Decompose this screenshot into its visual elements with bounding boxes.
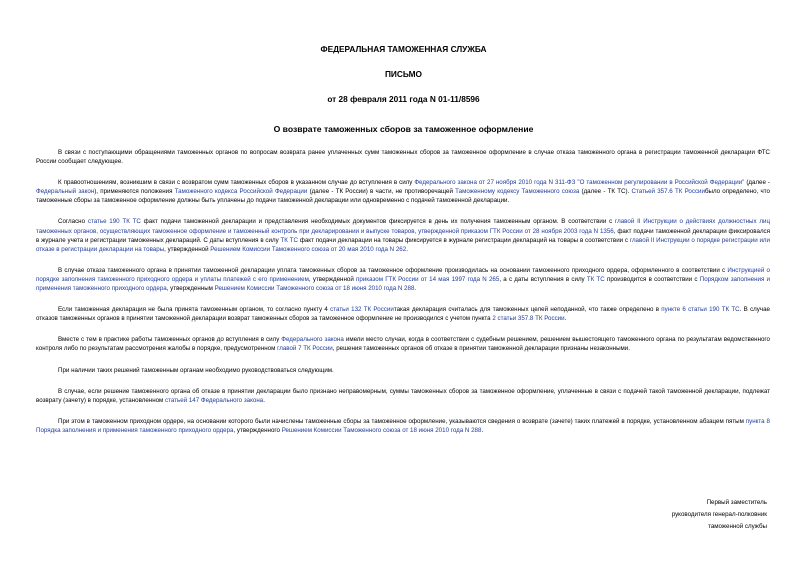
paragraph	[36, 305, 770, 323]
document-link[interactable]: пункта 8 Порядка заполнения и применения таможенного приходного ордера	[36, 417, 770, 434]
paragraph-text: (далее - ТК ТС).	[579, 188, 632, 196]
paragraph	[36, 148, 770, 166]
paragraph-text: .	[481, 426, 484, 434]
document-title: О возврате таможенных сборов за таможенное оформление	[273, 124, 534, 134]
document-link[interactable]: Решением Комиссии Таможенного союза от 18 июня 2010 года N 288	[214, 285, 415, 293]
paragraph-text: При этом в таможенном приходном ордере, на основании которого были начислены таможенные сборы за таможенное оформление, указываются сведения о возврате (зачете) таких платежей в порядке, установленном абзацем пятым	[58, 417, 746, 425]
paragraph-text: ), применяются положения	[94, 188, 175, 196]
document-link[interactable]: Статьей 357.6 ТК России	[631, 188, 705, 196]
document-date-number: от 28 февраля 2011 года N 01-11/8596	[327, 94, 480, 104]
paragraph-text: факт подачи декларации на товары фиксируется в журнале регистрации деклараций на товары в соответствии с	[297, 236, 630, 244]
paragraph-text: .	[406, 245, 408, 253]
paragraph	[36, 417, 770, 435]
paragraph	[36, 366, 770, 375]
paragraph-text: , а с даты вступления в силу	[499, 275, 587, 283]
paragraph-text: При наличии таких решений таможенным органам необходимо руководствоваться следующим.	[58, 366, 334, 374]
organization-heading: ФЕДЕРАЛЬНАЯ ТАМОЖЕННАЯ СЛУЖБА	[320, 44, 487, 54]
signature-line-1: Первый заместитель	[706, 499, 767, 506]
document-link[interactable]: Федерального закона от 27 ноября 2010 года N 311-ФЗ "О таможенном регулировании в Российской Федерации"	[414, 179, 745, 187]
document-link[interactable]: главой II Инструкции о действиях должностных лиц таможенных органов, осуществляющих таможенное оформление и таможенный контроль при декларировании и выпуске товаров	[36, 218, 771, 235]
paragraph-text: .	[564, 315, 567, 323]
signature-line-3: таможенной службы	[708, 523, 767, 530]
signature-block	[672, 497, 767, 533]
document-link[interactable]: статьей 147 Федерального закона	[165, 396, 264, 404]
paragraph	[36, 335, 770, 353]
paragraph-text: факт подачи таможенной декларации и представления необходимых документов фиксируется в день их получения таможенным органом. В соответствии с	[140, 218, 615, 226]
paragraph-text: , решения таможенных органов об отказе в принятии таможенной декларации признаны незаконными.	[332, 345, 630, 353]
paragraph-text: имели место случаи, когда в соответствии с судебным решением, решением вышестоящего таможенного органа по результатам ведомственного контроля либо по результатам рассмотрения жалобы в порядке, предусмотренном	[36, 336, 770, 353]
paragraph-text: (далее - ТК России) в части, не противоречащей	[307, 188, 456, 196]
paragraph-text: .	[263, 396, 265, 404]
paragraph-text: было определено, что таможенные сборы за таможенное оформление должны быть уплачены до подачи таможенной декларации или одновременно с подачей таможенной декларации.	[36, 188, 770, 205]
document-link[interactable]: статье 190 ТК ТС	[87, 218, 141, 226]
paragraph-text: (далее -	[744, 179, 770, 187]
paragraph-text: , факт подачи таможенной декларации фиксировался в журнале учета и регистрации таможенных деклараций. С даты вступления в силу	[36, 227, 771, 244]
paragraph-text: Вместе с тем в практике работы таможенных органов до вступления в силу	[58, 336, 282, 344]
document-link[interactable]: , утвержденной приказом ГТК России от 28 ноября 2003 года N 1356	[414, 227, 614, 235]
paragraph-text: , утвержденным	[166, 285, 215, 293]
document-link[interactable]: ТК ТС	[280, 236, 298, 244]
document-link[interactable]: Федерального закона	[281, 336, 344, 344]
document-link[interactable]: приказом ГТК России от 14 мая 1997 года N 265	[356, 275, 500, 283]
paragraph-text: , утвержденного	[233, 426, 282, 434]
paragraph-text: .	[414, 285, 417, 293]
document-link[interactable]: Решением Комиссии Таможенного союза от 18 июня 2010 года N 288	[281, 426, 482, 434]
document-link[interactable]: главой 7 ТК России	[277, 345, 333, 353]
paragraph-text: Согласно	[58, 218, 88, 226]
document-link[interactable]: Порядком заполнения и применения таможенного приходного ордера	[36, 275, 771, 293]
paragraph	[36, 387, 770, 405]
document-link[interactable]: Таможенному кодексу Таможенного союза	[455, 188, 580, 196]
paragraph-text: В случае, если решение таможенного органа об отказе в принятии декларации было признано неправомерным, суммы таможенных сборов за таможенное оформление, уплаченные в связи с подачей такой таможенной декларации, подлежат возврату (зачету) в порядке, установленном	[36, 387, 770, 404]
document-link[interactable]: статьи 132 ТК России	[330, 306, 394, 314]
document-link[interactable]: пункте 6 статьи 190 ТК ТС	[661, 306, 740, 314]
paragraph	[36, 217, 770, 253]
document-link[interactable]: Таможенного кодекса Российской Федерации	[174, 188, 308, 196]
paragraph	[36, 266, 770, 293]
paragraph-text: производится в соответствии с	[604, 275, 700, 283]
document-kind: ПИСЬМО	[384, 69, 423, 79]
paragraph-text: , утвержденной	[308, 275, 357, 283]
paragraph-text: . В случае отказов таможенных органов в принятии таможенной декларации возврат таможенных сборов за таможенное оформление не производился с учетом пункта	[36, 306, 770, 323]
paragraph-text: Если таможенная декларация не была принята таможенным органом, то согласно пункту 4	[58, 306, 331, 314]
paragraph-text: такая декларация считалась для таможенных целей неподанной, что также определено в	[393, 306, 662, 314]
paragraph-text: , утвержденной	[164, 245, 211, 253]
document-link[interactable]: Инструкцией о порядке заполнения таможенного приходного ордера и уплаты платежей с его применением	[36, 266, 770, 283]
document-link[interactable]: Федеральный закон	[36, 188, 95, 196]
signature-line-2: руководителя генерал-полковник	[671, 511, 767, 518]
paragraph-text: В случае отказа таможенного органа в принятии таможенной декларации уплата таможенных сборов за таможенное оформление производилась на основании таможенного приходного ордера, оформленного в соответствии с	[58, 266, 728, 274]
paragraph	[36, 178, 770, 205]
document-link[interactable]: 2 статьи 357.8 ТК России	[492, 315, 565, 323]
document-link[interactable]: Решением Комиссии Таможенного союза от 20 мая 2010 года N 262	[210, 245, 407, 253]
document-link[interactable]: главой II Инструкции о порядке регистрации или отказе в регистрации декларации на товары	[36, 236, 770, 253]
paragraph-text: К правоотношениям, возникшим в связи с возвратом сумм таможенных сборов в указанном случае до вступления в силу	[58, 179, 415, 187]
paragraph-text: В связи с поступающими обращениями таможенных органов по вопросам возврата ранее уплаченных сумм таможенных сборов за таможенное оформление в случае отказа таможенного органа в регистрации таможенной декларации ФТС России сообщает следующее.	[36, 149, 770, 166]
document-link[interactable]: ТК ТС	[586, 275, 605, 283]
document-body	[36, 148, 770, 447]
